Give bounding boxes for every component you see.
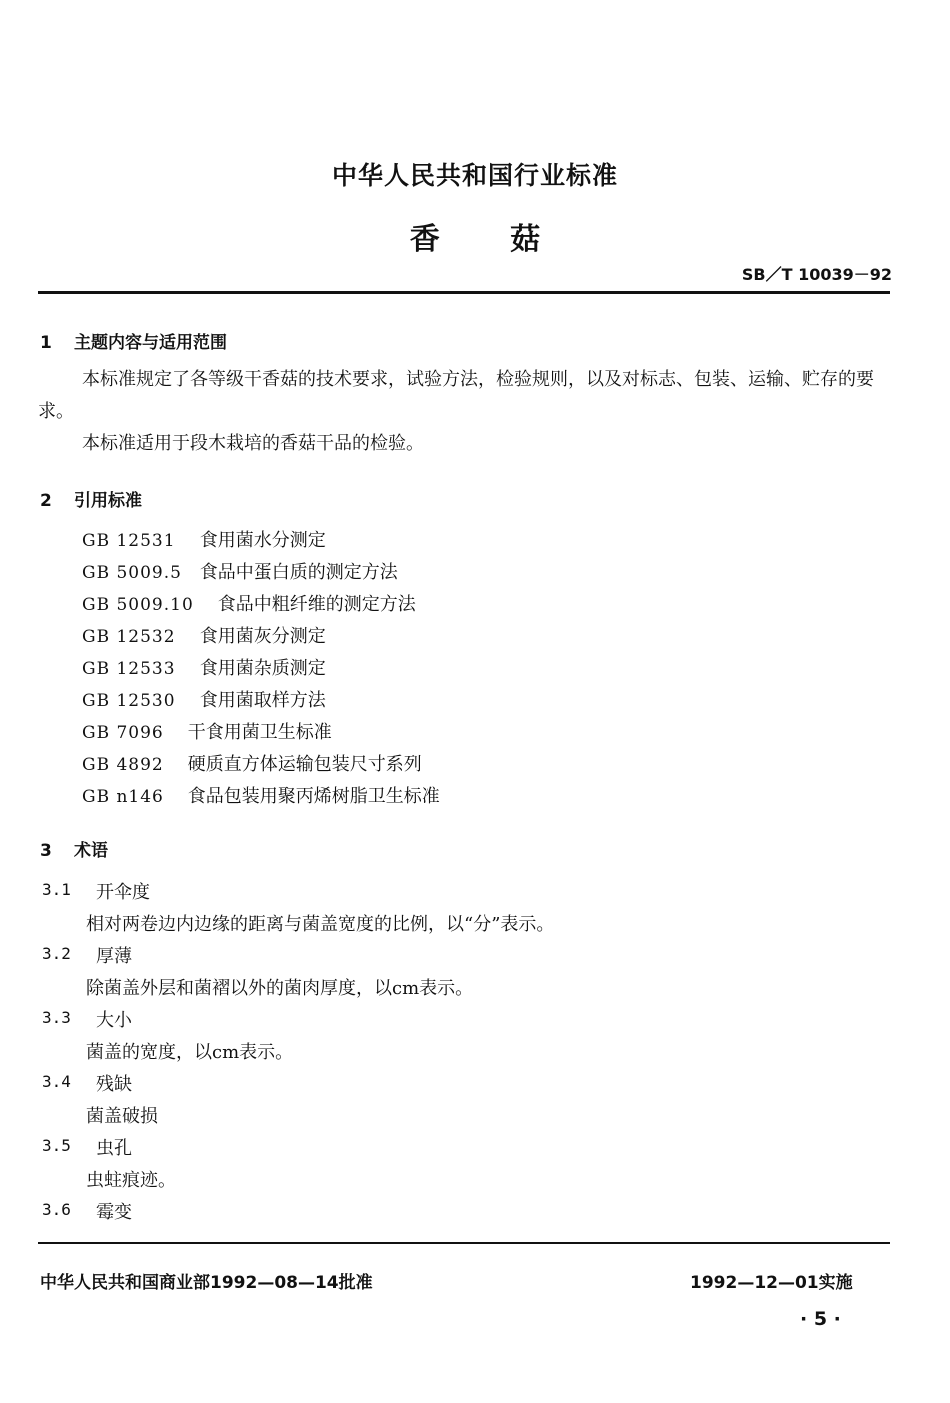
header-title: 中华人民共和国行业标准 (331, 161, 618, 190)
term-name: 残缺 (96, 1074, 132, 1095)
section-number: 2 (40, 491, 52, 511)
reference-name: 食品中粗纤维的测定方法 (217, 594, 416, 615)
reference-item (82, 558, 398, 584)
section-title: 术语 (74, 841, 108, 861)
reference-item (82, 526, 326, 552)
term-number: 3.5 (42, 1136, 71, 1155)
reference-name: 干食用菌卫生标准 (187, 722, 332, 743)
section-2-heading (40, 486, 142, 511)
footer-divider (38, 1242, 890, 1244)
document-title (0, 214, 950, 258)
section-title: 引用标准 (74, 491, 142, 511)
term-definition: 菌盖破损 (86, 1106, 158, 1127)
term-number: 3.6 (42, 1200, 71, 1219)
standard-number: SB／T 10039－92 (741, 265, 892, 284)
reference-code: GB 12531 (82, 531, 176, 551)
term-definition: 菌盖的宽度，以cm表示。 (86, 1042, 294, 1063)
reference-item (82, 590, 416, 616)
section-title: 主题内容与适用范围 (74, 333, 227, 353)
document-title-char: 香 (409, 222, 440, 257)
term-number: 3.1 (42, 880, 71, 899)
term-definition: 除菌盖外层和菌褶以外的菌肉厚度，以cm表示。 (86, 978, 474, 999)
header-divider (38, 291, 890, 294)
reference-name: 食品包装用聚丙烯树脂卫生标准 (187, 786, 440, 807)
reference-item (82, 782, 440, 808)
reference-code: GB 5009.5 (82, 563, 182, 583)
term-name: 厚薄 (96, 946, 132, 967)
reference-code: GB 7096 (82, 723, 164, 743)
section-1-paragraph-1: 本标准规定了各等级干香菇的技术要求，试验方法，检验规则，以及对标志、包装、运输、贮存的要求。 (38, 369, 874, 422)
page-number: · 5 · (800, 1308, 841, 1330)
section-1-heading (40, 328, 227, 353)
reference-item (82, 750, 422, 776)
term-name: 虫孔 (96, 1138, 132, 1159)
term-definition: 相对两卷边内边缘的距离与菌盖宽度的比例，以“分”表示。 (86, 914, 555, 935)
reference-name: 食用菌水分测定 (199, 530, 326, 551)
section-number: 3 (40, 841, 52, 861)
reference-name: 硬质直方体运输包装尺寸系列 (187, 754, 422, 775)
term-name: 大小 (96, 1010, 132, 1031)
term-number: 3.4 (42, 1072, 71, 1091)
document-title-char: 菇 (510, 222, 541, 257)
term-number: 3.2 (42, 944, 71, 963)
section-number: 1 (40, 333, 52, 353)
reference-item (82, 718, 332, 744)
reference-code: GB 5009.10 (82, 595, 194, 615)
section-1-paragraph-2: 本标准适用于段木栽培的香菇干品的检验。 (82, 433, 424, 454)
reference-code: GB n146 (82, 787, 164, 807)
reference-name: 食用菌取样方法 (199, 690, 326, 711)
reference-code: GB 12533 (82, 659, 176, 679)
reference-code: GB 4892 (82, 755, 164, 775)
reference-item (82, 622, 326, 648)
term-definition: 虫蛀痕迹。 (86, 1170, 176, 1191)
reference-item (82, 654, 326, 680)
term-number: 3.3 (42, 1008, 71, 1027)
approval-line: 中华人民共和国商业部1992—08—14批准 (40, 1273, 373, 1293)
reference-name: 食用菌灰分测定 (199, 626, 326, 647)
reference-code: GB 12530 (82, 691, 176, 711)
term-name: 霉变 (96, 1202, 132, 1223)
section-3-heading (40, 836, 108, 861)
term-name: 开伞度 (96, 882, 150, 903)
reference-item (82, 686, 326, 712)
reference-name: 食用菌杂质测定 (199, 658, 326, 679)
reference-name: 食品中蛋白质的测定方法 (199, 562, 398, 583)
implementation-date: 1992—12—01实施 (690, 1273, 853, 1293)
reference-code: GB 12532 (82, 627, 176, 647)
